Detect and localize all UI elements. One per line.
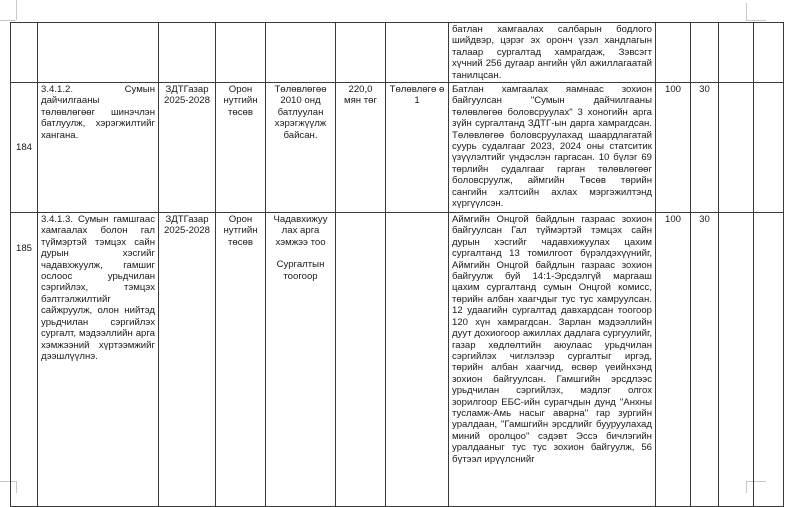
cell-budget: 220,0 мян төг — [336, 83, 386, 213]
cell-target: Төлөвлөгө ө 1 — [386, 83, 449, 213]
cell-indicator — [266, 23, 336, 83]
page-corner-mark-top-right — [746, 20, 766, 21]
table-row — [11, 23, 784, 83]
page-corner-mark-top-right — [746, 3, 747, 20]
cell-indicator — [266, 213, 336, 507]
cell-no — [11, 23, 38, 83]
cell-activity: 3.4.1.2. Сумын дайчилгааны төлөвлөгөөг шинэчлэн батлуулж, хэрэгжилтийг хангана. — [38, 83, 159, 213]
indicator-trainings: Сургалтын тоогоор — [276, 259, 325, 282]
cell-score-1: 100 — [656, 213, 691, 507]
cell-score-1 — [656, 23, 691, 83]
cell-extra-1 — [719, 213, 754, 507]
cell-report: батлан хамгаалах салбарын бодлого шийдвэр, цэрэг эх оронч үзэл хандлагын талаар сургалтад хамрагдаж, Зэвсэгт хүчний 256 дугаар ангийн үйл ажиллагаатай танилцсан. — [449, 23, 656, 83]
cell-budget — [336, 23, 386, 83]
cell-responsible: ЗДТГазар 2025-2028 — [159, 213, 216, 507]
cell-report: Батлан хамгаалах яамнаас зохион байгуулсан "Сумын дайчилгааны төлөвлөгөө боловсруулах" 3 хоногийн арга зүйн сургалтанд ЗДТГ-ын дарга хамрагдсан. Төлөвлөгөө боловсруулахад шаардлагатай суурь судалгааг 2023, 2024 оны статситик үзүүлэлтийг үндэслэн гаргасан. 10 бүлэг 69 төрлийн судалгааг гарган төлөвлөгөөг боловсруулж, аймгийн Төсөв төрийн сангийн хэлтсийн ахлах мэргэжилтэнд хүргүүлсэн. — [449, 83, 656, 213]
table-row — [11, 83, 784, 213]
cell-funding: Орон нутгийн төсөв — [216, 83, 266, 213]
cell-extra-1 — [719, 83, 754, 213]
cell-extra-2 — [754, 23, 784, 83]
page-corner-mark-top-left — [0, 20, 16, 21]
cell-score-2: 30 — [691, 213, 719, 507]
report-table — [10, 22, 784, 507]
cell-funding: Орон нутгийн төсөв — [216, 213, 266, 507]
cell-extra-2 — [754, 213, 784, 507]
cell-score-2: 30 — [691, 83, 719, 213]
cell-indicator: Төлөвлөгөө 2010 онд батлуулан хэрэгжүүлж байсан. — [266, 83, 336, 213]
cell-extra-2 — [754, 83, 784, 213]
cell-target — [386, 23, 449, 83]
cell-score-1: 100 — [656, 83, 691, 213]
cell-responsible — [159, 23, 216, 83]
indicator-measures: Чадавхижуу лах арга хэмжээ тоо — [273, 214, 328, 248]
cell-extra-1 — [719, 23, 754, 83]
cell-no: 184 — [11, 83, 38, 213]
page-corner-mark-top-left — [16, 0, 17, 20]
cell-budget — [336, 213, 386, 507]
cell-score-2 — [691, 23, 719, 83]
cell-no: 185 — [11, 213, 38, 507]
table-row — [11, 213, 784, 507]
cell-activity: 3.4.1.3. Сумын гамшгаас хамгаалах болон гал түймэртэй тэмцэх сайн дурын хэсгийг чадавхжуулж, гамшиг ослоос урьдчилан сэргийлэх, тэмцэх бэлтгэлжилтийг сайжруулж, олон нийтэд урьдчилан сэргийлэх сургалт, мэдээллийн арга хэмжээний хүртээмжийг дээшлүүлнэ. — [38, 213, 159, 507]
cell-responsible: ЗДТГазар 2025-2028 — [159, 83, 216, 213]
cell-target — [386, 213, 449, 507]
cell-activity — [38, 23, 159, 83]
report-text: Аймгийн Онцгой байдлын газраас зохион байгуулсан Гал түймэртэй тэмцэх сайн дурын хэсгийг чадавхижуулах цахим сургалтанд 13 томилгоот бүрэлдэхүүнийг, Аймгийн Онцгой байдлын газраас зохион байгуулж буй 14:1-Эрсдэлгүй маргааш цахим сургалтанд сумын Онцгой комисс, төрийн албан хаагчдыг тус тус хамруулсан. 12 удаагийн сургалтад давхардсан тоогоор 120 хүн хамрагдсан. Зарлан мэдээллийн дуут дохиогоор ажиллах дадлага сургуулийг, газар хөдлөлтийн аюулаас урьдчилан сэргийлэх чиглэлээр сургалтыг иргэд, төрийн албан хаагчид, өсвөр үеийнхэнд зохион байгуулсан. Гамшгийн эрсдлээс урьдчилан сэргийлэх, мэдлэг олгох зорилгоор ЕБС-ийн сурагчдын дунд "Анхны тусламж-Амь насыг аварна" гар зургийн уралдаан, "Гамшгийн эрсдлийг бууруулахад миний оролцоо" сэдэвт Эссэ бичлэгийн уралдааныг тус тус зохион байгуулж, 56 бүтээл ирүүлснийг — [452, 214, 652, 465]
cell-funding — [216, 23, 266, 83]
cell-report — [449, 213, 656, 507]
